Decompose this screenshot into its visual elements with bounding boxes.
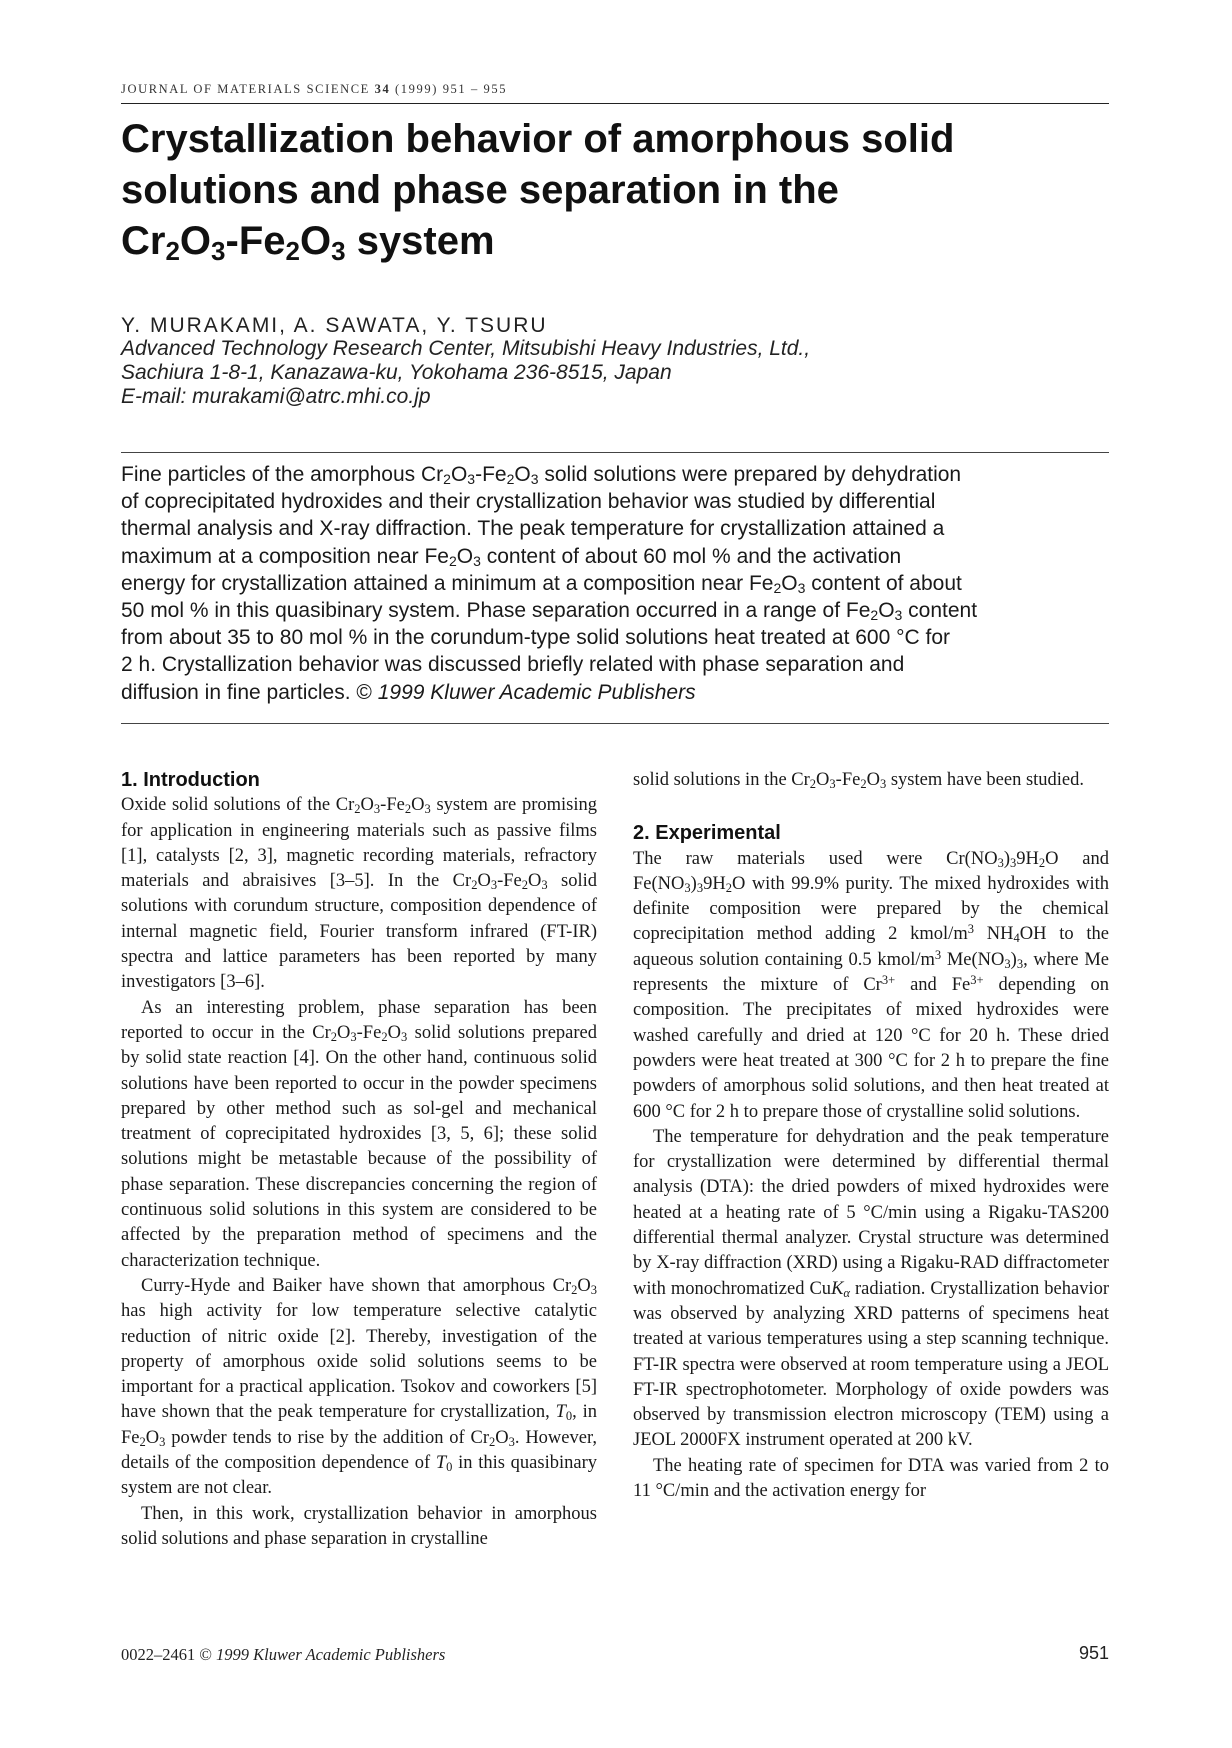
intro-paragraph-2: As an interesting problem, phase separation has been reported to occur in the $Cr_2O_3-Fe_2O_3$ solid solutions prepared by solid state reaction [4]. On the other hand, continuous solid solutions have been reported to occur in the powder specimens prepared by other method such as sol-gel and mechanical treatment of coprecipitated hydroxides [3, 5, 6]; these solid solutions might be metastable because of the possibility of phase separation. These discrepancies concerning the region of continuous solid solutions in this system are considered to be affected by the preparation method of specimens and the characterization technique. bbox=[121, 997, 597, 1271]
abstract-rule-bottom bbox=[121, 723, 1109, 724]
journal-name: JOURNAL OF MATERIALS SCIENCE bbox=[121, 82, 370, 96]
journal-year-pages: (1999) 951 – 955 bbox=[395, 82, 508, 96]
page-number: 951 bbox=[1078, 1643, 1109, 1663]
author-email: E-mail: murakami@atrc.mhi.co.jp bbox=[121, 385, 431, 408]
experimental-paragraph-3: The heating rate of specimen for DTA was varied from 2 to 11 °C/min and the activation energy for bbox=[633, 1455, 1109, 1502]
right-column bbox=[633, 768, 1109, 1504]
author-list: Y. MURAKAMI, A. SAWATA, Y. TSURU bbox=[121, 314, 548, 337]
footer-issn-copyright bbox=[121, 1645, 445, 1665]
abstract-rule-top bbox=[121, 452, 1109, 453]
footer-publisher: 1999 Kluwer Academic Publishers bbox=[216, 1645, 446, 1664]
section-heading-experimental: 2. Experimental bbox=[633, 822, 781, 845]
journal-volume: 34 bbox=[374, 82, 391, 96]
affiliation-line-2: Sachiura 1-8-1, Kanazawa-ku, Yokohama 236-8515, Japan bbox=[121, 361, 672, 384]
abstract: Fine particles of the amorphous $Cr_2O_3-Fe_2O_3$ solid solutions were prepared by dehydration of coprecipitated hydroxides and their crystallization behavior was studied by differential thermal analysis and X-ray diffraction. The peak temperature for crystallization attained a maximum at a composition near $Fe_2O_3$ content of about 60 mol % and the activation energy for crystallization attained a minimum at a composition near $Fe_2O_3$ content of about 50 mol % in this quasibinary system. Phase separation occurred in a range of $Fe_2O_3$ content from about 35 to 80 mol % in the corundum-type solid solutions heat treated at 600 °C for 2 h. Crystallization behavior was discussed briefly related with phase separation and diffusion in fine particles. © 1999 Kluwer Academic Publishers bbox=[121, 463, 978, 704]
paper-title: Crystallization behavior of amorphous solid solutions and phase separation in the $Cr_2O_3-Fe_2O_3$ system bbox=[121, 117, 955, 266]
issn: 0022–2461 bbox=[121, 1645, 196, 1664]
experimental-paragraph-2: The temperature for dehydration and the peak temperature for crystallization were determined by differential thermal analysis (DTA): the dried powders of mixed hydroxides were heated at a heating rate of 5 °C/min using a Rigaku-TAS200 differential thermal analyzer. Crystal structure was determined by X-ray diffraction (XRD) using a Rigaku-RAD diffractometer with monochromatized CuK$_\alpha$ radiation. Crystallization behavior was observed by analyzing XRD patterns of specimens heat treated at various temperatures using a step scanning technique. FT-IR spectra were observed at room temperature using a JEOL FT-IR spectrophotometer. Morphology of oxide powders was observed by transmission electron microscopy (TEM) using a JEOL 2000FX instrument operated at 200 kV. bbox=[633, 1126, 1110, 1451]
intro-paragraph-1: Oxide solid solutions of the $Cr_2O_3-Fe_2O_3$ system are promising for application in engineering materials such as passive films [1], catalysts [2, 3], magnetic recording materials, refractory materials and abraisives [3–5]. In the $Cr_2O_3-Fe_2O_3$ solid solutions with corundum structure, composition dependence of internal magnetic field, Fourier transform infrared (FT-IR) spectra and lattice parameters has been reported by many investigators [3–6]. bbox=[121, 795, 598, 993]
section-heading-introduction: 1. Introduction bbox=[121, 769, 260, 791]
header-rule bbox=[121, 103, 1109, 104]
journal-header bbox=[121, 82, 507, 97]
affiliation-line-1: Advanced Technology Research Center, Mitsubishi Heavy Industries, Ltd., bbox=[121, 337, 811, 360]
copyright-symbol: © bbox=[199, 1645, 212, 1664]
abstract-publisher: 1999 Kluwer Academic Publishers bbox=[377, 680, 696, 704]
intro-paragraph-4: Then, in this work, crystallization behavior in amorphous solid solutions and phase separation in crystalline bbox=[121, 1503, 597, 1549]
left-column bbox=[121, 768, 597, 1552]
experimental-paragraph-1: The raw materials used were $Cr(NO_3)_39H_2O$ and $Fe(NO_3)_39H_2O$ with 99.9% purity. The mixed hydroxides with definite composition were prepared by the chemical coprecipitation method adding 2 kmol/$m^3$ $NH_4OH$ to the aqueous solution containing 0.5 kmol/$m^3$ $Me(NO_3)_3$, where Me represents the mixture of $Cr^{3+}$ and $Fe^{3+}$ depending on composition. The precipitates of mixed hydroxides were washed carefully and dried at 120 °C for 20 h. These dried powders were heat treated at 300 °C for 2 h to prepare the fine powders of amorphous solid solutions, and then heat treated at 600 °C for 2 h to prepare those of crystalline solid solutions. bbox=[633, 848, 1110, 1122]
intro-paragraph-4-continued: solid solutions in the $Cr_2O_3-Fe_2O_3$ system have been studied. bbox=[633, 770, 1085, 791]
intro-paragraph-3: Curry-Hyde and Baiker have shown that amorphous $Cr_2O_3$ has high activity for low temperature selective catalytic reduction of nitric oxide [2]. Thereby, investigation of the property of amorphous oxide solid solutions seems to be important for a practical application. Tsokov and coworkers [5] have shown that the peak temperature for crystallization, $T_0$, in $Fe_2O_3$ powder tends to rise by the addition of $Cr_2O_3$. However, details of the composition dependence of $T_0$ in this quasibinary system are not clear. bbox=[121, 1275, 598, 1499]
